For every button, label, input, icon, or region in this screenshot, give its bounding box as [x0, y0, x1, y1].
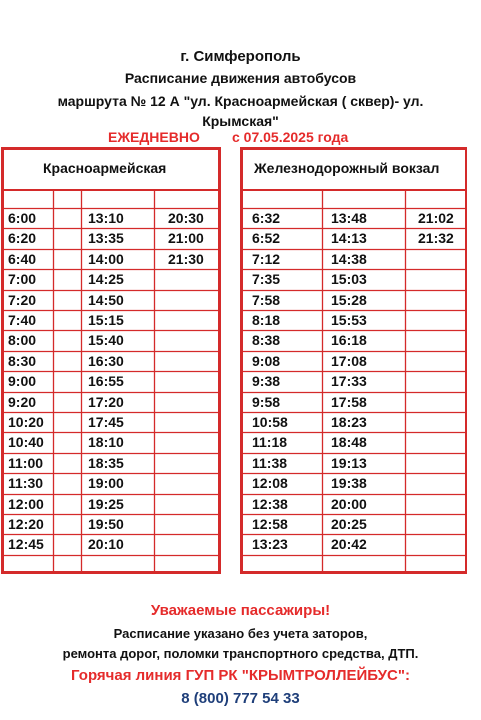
time-cell: 18:35	[88, 455, 124, 471]
time-cell: 19:00	[88, 475, 124, 491]
time-cell: 9:20	[8, 394, 37, 410]
passengers-greeting: Уважаемые пассажиры!	[150, 602, 331, 619]
time-cell: 20:10	[88, 536, 124, 552]
time-cell: 15:40	[88, 332, 124, 348]
time-cell: 13:10	[88, 210, 124, 226]
time-cell: 10:20	[8, 414, 44, 430]
time-cell: 14:13	[331, 230, 367, 246]
time-cell: 7:00	[8, 271, 37, 287]
time-cell: 11:30	[8, 475, 44, 491]
time-cell: 15:15	[88, 312, 124, 328]
time-cell: 6:52	[252, 230, 281, 246]
time-cell: 10:40	[8, 434, 44, 450]
time-cell: 17:58	[331, 394, 367, 410]
time-cell: 7:20	[8, 292, 37, 308]
time-cell: 14:00	[88, 251, 124, 267]
time-cell: 8:18	[252, 312, 281, 328]
time-cell: 12:20	[8, 516, 44, 532]
time-cell: 21:00	[168, 230, 204, 246]
time-cell: 13:48	[331, 210, 367, 226]
time-cell: 21:32	[418, 230, 454, 246]
hotline-label: Горячая линия ГУП РК "КРЫМТРОЛЛЕЙБУС":	[71, 667, 410, 684]
time-cell: 19:50	[88, 516, 124, 532]
time-cell: 17:33	[331, 373, 367, 389]
time-cell: 11:38	[252, 455, 288, 471]
time-cell: 12:00	[8, 496, 44, 512]
time-cell: 13:35	[88, 230, 124, 246]
time-cell: 17:20	[88, 394, 124, 410]
time-cell: 21:30	[168, 251, 204, 267]
time-cell: 10:58	[252, 414, 288, 430]
time-cell: 6:32	[252, 210, 281, 226]
time-cell: 19:25	[88, 496, 124, 512]
time-cell: 7:58	[252, 292, 281, 308]
stop-name-left: Красноармейская	[43, 160, 167, 176]
effective-date: с 07.05.2025 года	[232, 129, 349, 145]
time-cell: 7:12	[252, 251, 281, 267]
time-cell: 6:40	[8, 251, 37, 267]
time-cell: 16:18	[331, 332, 367, 348]
time-cell: 9:08	[252, 353, 281, 369]
time-cell: 9:58	[252, 394, 281, 410]
time-cell: 14:38	[331, 251, 367, 267]
time-cell: 18:23	[331, 414, 367, 430]
time-cell: 20:42	[331, 536, 367, 552]
stop-name-right: Железнодорожный вокзал	[254, 160, 440, 176]
time-cell: 17:45	[88, 414, 124, 430]
time-cell: 19:38	[331, 475, 367, 491]
city-title: г. Симферополь	[180, 48, 301, 65]
time-cell: 20:25	[331, 516, 367, 532]
time-cell: 12:58	[252, 516, 288, 532]
time-cell: 14:50	[88, 292, 124, 308]
daily-label: ЕЖЕДНЕВНО	[108, 129, 200, 145]
time-cell: 15:03	[331, 271, 367, 287]
time-cell: 20:00	[331, 496, 367, 512]
time-cell: 20:30	[168, 210, 204, 226]
time-cell: 12:45	[8, 536, 44, 552]
time-cell: 18:10	[88, 434, 124, 450]
disclaimer-line2: ремонта дорог, поломки транспортного средства, ДТП.	[62, 646, 419, 661]
time-cell: 16:30	[88, 353, 124, 369]
route-title-line1: маршрута № 12 А "ул. Красноармейская ( сквер)- ул.	[57, 93, 424, 109]
time-cell: 11:18	[252, 434, 288, 450]
time-cell: 15:28	[331, 292, 367, 308]
time-cell: 6:20	[8, 230, 37, 246]
time-cell: 19:13	[331, 455, 367, 471]
time-cell: 21:02	[418, 210, 454, 226]
schedule-subtitle: Расписание движения автобусов	[124, 70, 357, 86]
time-cell: 9:00	[8, 373, 37, 389]
time-cell: 8:00	[8, 332, 37, 348]
time-cell: 13:23	[252, 536, 288, 552]
route-title-line2: Крымская"	[202, 113, 279, 129]
time-cell: 11:00	[8, 455, 44, 471]
time-cell: 8:38	[252, 332, 281, 348]
time-cell: 8:30	[8, 353, 37, 369]
time-cell: 12:08	[252, 475, 288, 491]
disclaimer-line1: Расписание указано без учета заторов,	[113, 626, 368, 641]
time-cell: 12:38	[252, 496, 288, 512]
time-cell: 9:38	[252, 373, 281, 389]
time-cell: 6:00	[8, 210, 37, 226]
time-cell: 17:08	[331, 353, 367, 369]
time-cell: 7:35	[252, 271, 281, 287]
hotline-phone: 8 (800) 777 54 33	[181, 690, 300, 707]
time-cell: 15:53	[331, 312, 367, 328]
time-cell: 18:48	[331, 434, 367, 450]
time-cell: 16:55	[88, 373, 124, 389]
time-cell: 14:25	[88, 271, 124, 287]
time-cell: 7:40	[8, 312, 37, 328]
